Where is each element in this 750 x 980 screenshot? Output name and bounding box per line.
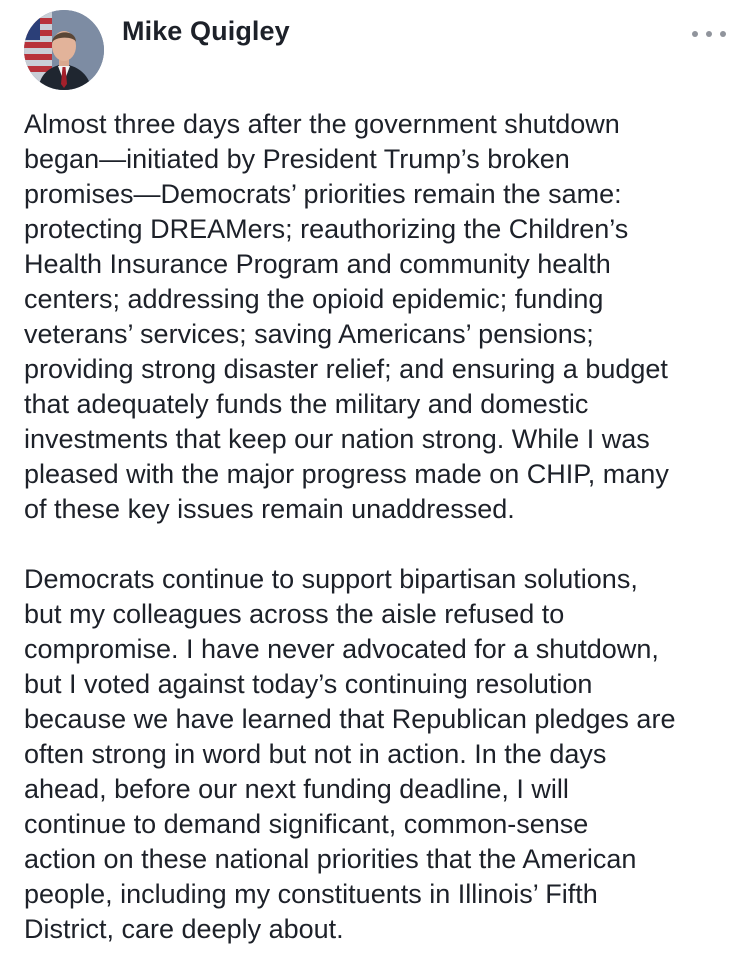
more-horizontal-icon xyxy=(692,31,698,37)
post-body xyxy=(24,107,734,947)
more-options-button[interactable] xyxy=(692,26,726,42)
more-horizontal-icon-dot xyxy=(706,31,712,37)
avatar-photo xyxy=(24,10,104,90)
avatar[interactable] xyxy=(24,10,104,90)
author-name[interactable]: Mike Quigley xyxy=(122,16,290,46)
post-header xyxy=(24,10,726,92)
post-paragraph: Democrats continue to support bipartisan solutions, but my colleagues across the aisle refused to compromise. I have never advocated for a shutdown, but I voted against today’s continuing resolution because we have learned that Republican pledges are often strong in word but not in action. In the days ahead, before our next funding deadline, I will continue to demand significant, common-sense action on these national priorities that the American people, including my constituents in Illinois’ Fifth District, care deeply about. xyxy=(24,564,676,944)
post-paragraph: Almost three days after the government shutdown began—initiated by President Trump’s broken promises—Democrats’ priorities remain the same: protecting DREAMers; reauthorizing the Children’s Health Insurance Program and community health centers; addressing the opioid epidemic; funding veterans’ services; saving Americans’ pensions; providing strong disaster relief; and ensuring a budget that adequately funds the military and domestic investments that keep our nation strong. While I was pleased with the major progress made on CHIP, many of these key issues remain unaddressed. xyxy=(24,109,669,524)
more-horizontal-icon-dot xyxy=(720,31,726,37)
